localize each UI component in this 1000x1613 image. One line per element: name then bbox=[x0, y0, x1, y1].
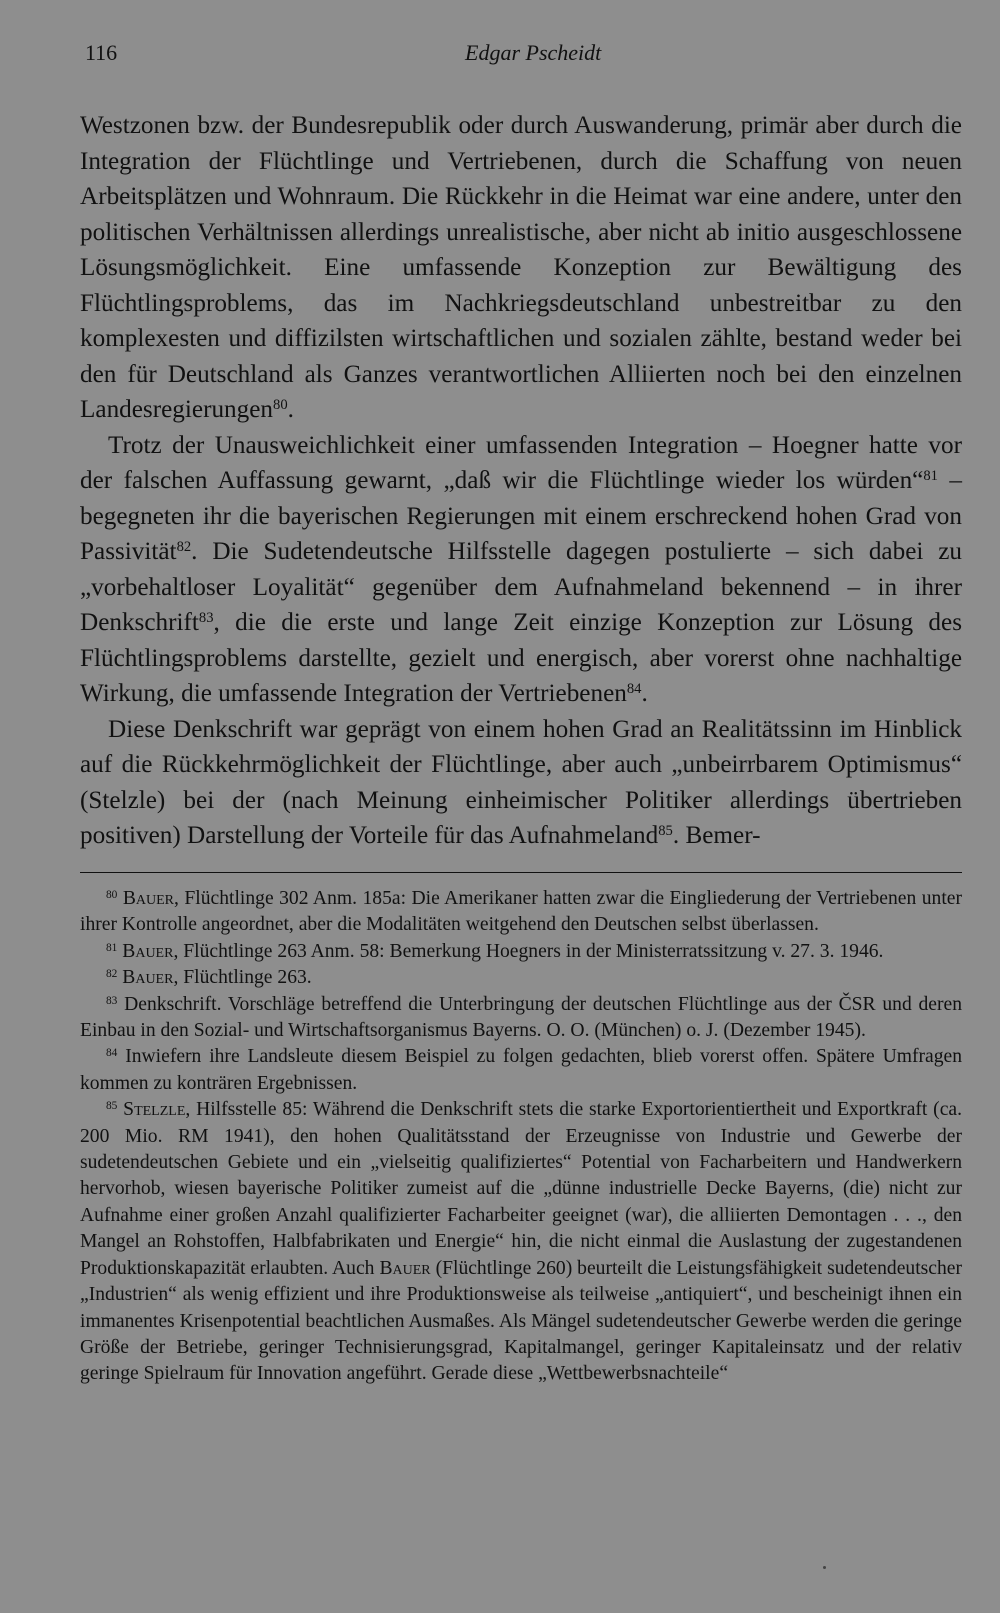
footnote-ref-83[interactable]: 83 bbox=[198, 609, 214, 626]
footnote-ref-81[interactable]: 81 bbox=[923, 467, 938, 484]
scan-speck bbox=[823, 1566, 826, 1569]
footnote-ref-82[interactable]: 82 bbox=[176, 538, 192, 555]
footnote-81: $^{81}$ Bauer, Flüchtlinge 263 Anm. 58: Bemerkung Hoegners in der Ministerratssitzung v. 27. 3. 1946. bbox=[106, 940, 884, 962]
paragraph-2: Trotz der Unausweichlichkeit einer umfassenden Integration – Hoegner hatte vor der falschen Auffassung gewarnt, „daß wir die Flüchtlinge wieder los würden“$^{81}$ – begegneten ihr die bayerischen Regierungen mit einem erschreckend hohen Grad von Passivität$^{82}$. Die Sudetendeutsche Hilfsstelle dagegen postulierte – sich dabei zu „vorbehaltloser Loyalität“ gegenüber dem Aufnahmeland bekennend – in ihrer Denkschrift$^{83}$, die die erste und lange Zeit einzige Konzeption zur Lösung des Flüchtlingsproblems darstellte, gezielt und energisch, aber vorerst ohne nachhaltige Wirkung, die umfassende Integration der Vertriebenen$^{84}$. bbox=[80, 431, 962, 707]
footnote-80: $^{80}$ Bauer, Flüchtlinge 302 Anm. 185a: Die Amerikaner hatten zwar die Eingliederung der Vertriebenen unter ihrer Kontrolle angeordnet, aber die Modalitäten weitgehend den Deutschen selbst überlassen. bbox=[80, 888, 962, 936]
footnote-85: $^{85}$ Stelzle, Hilfsstelle 85: Während die Denkschrift stets die starke Exportorientiertheit und Exportkraft (ca. 200 Mio. RM 1941), den hohen Qualitätsstand der Erzeugnisse von Industrie und Gewerbe der sudetendeutschen Gebiete und ein „vielseitig qualifiziertes“ Potential von Facharbeitern und Handwerkern hervorhob, wiesen bayerische Politiker zumeist auf die „dünne industrielle Decke Bayerns, (die) nicht zur Aufnahme einer großen Anzahl qualifizierter Facharbeiter geeignet (war), die alliierten Demontagen . . ., den Mangel an Rohstoffen, Halbfabrikaten und Energie“ hin, die nicht einmal die Auslastung der zugestandenen Produktionskapazität erlaubten. Auch Bauer (Flüchtlinge 260) beurteilt die Leistungsfähigkeit sudetendeutscher „Industrien“ als wenig effizient und ihre Produktionsweise als teilweise „antiquiert“, und bescheinigt ihnen ein immanentes Krisenpotential beachtlichen Ausmaßes. Als Mängel sudetendeutscher Gewerbe werden die geringe Größe der Betriebe, geringer Technisierungsgrad, Kapitalmangel, geringer Kapitaleinsatz und der relativ geringe Spielraum für Innovation angeführt. Gerade diese „Wettbewerbsnachteile“ bbox=[80, 1099, 962, 1385]
footnotes bbox=[80, 886, 962, 1388]
footnote-ref-84[interactable]: 84 bbox=[626, 680, 642, 697]
footnote-83: $^{83}$ Denkschrift. Vorschläge betreffend die Unterbringung der deutschen Flüchtlinge aus der ČSR und deren Einbau in den Sozial- und Wirtschaftsorganismus Bayerns. O. O. (München) o. J. (Dezember 1945). bbox=[80, 993, 963, 1042]
footnote-84: $^{84}$ Inwiefern ihre Landsleute diesem Beispiel zu folgen gedachten, blieb vorerst offen. Spätere Umfragen kommen zu konträren Ergebnissen. bbox=[80, 1046, 963, 1094]
paragraph-3: Diese Denkschrift war geprägt von einem hohen Grad an Realitätssinn im Hinblick auf die Rückkehrmöglichkeit der Flüchtlinge, aber auch „unbeirrbarem Optimismus“ (Stelzle) bei der (nach Meinung einheimischer Politiker allerdings übertrieben positiven) Darstellung der Vorteile für das Aufnahmeland$^{85}$. Bemer- bbox=[80, 715, 962, 849]
page-header bbox=[85, 40, 962, 70]
footnote-82: $^{82}$ Bauer, Flüchtlinge 263. bbox=[106, 967, 312, 989]
running-title: Edgar Pscheidt bbox=[465, 40, 602, 65]
main-text bbox=[80, 108, 962, 854]
paragraph-1: Westzonen bzw. der Bundesrepublik oder durch Auswanderung, primär aber durch die Integration der Flüchtlinge und Vertriebenen, durch die Schaffung von neuen Arbeitsplätzen und Wohnraum. Die Rückkehr in die Heimat war eine andere, unter den politischen Verhältnissen allerdings unrealistische, aber nicht ab initio ausgeschlossene Lösungsmöglichkeit. Eine umfassende Konzeption zur Bewältigung des Flüchtlingsproblems, das im Nachkriegsdeutschland unbestreitbar zu den komplexesten und diffizilsten wirtschaftlichen und sozialen zählte, bestand weder bei den für Deutschland als Ganzes verantwortlichen Alliierten noch bei den einzelnen Landesregierungen$^{80}$. bbox=[80, 112, 962, 423]
page-number: 116 bbox=[85, 40, 118, 65]
footnote-ref-80[interactable]: 80 bbox=[273, 396, 288, 413]
footnote-rule bbox=[80, 872, 962, 873]
footnote-ref-85[interactable]: 85 bbox=[658, 822, 673, 839]
